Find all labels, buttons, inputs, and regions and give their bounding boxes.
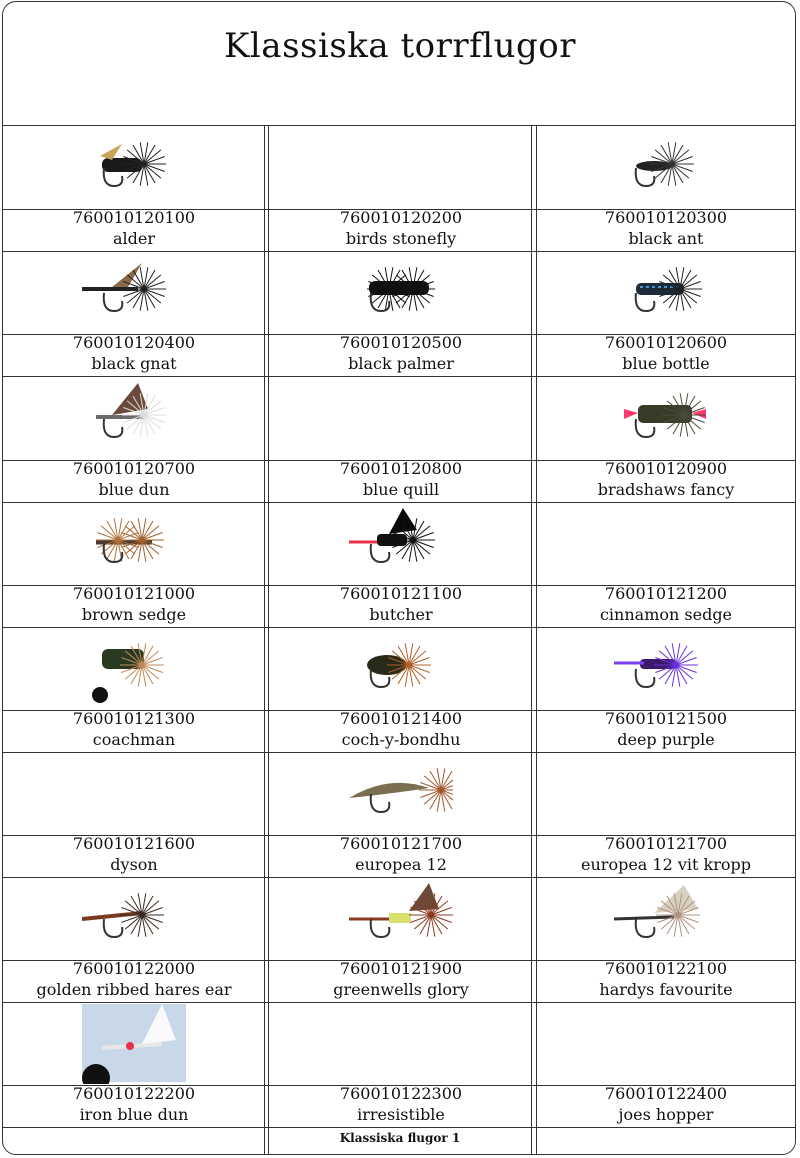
product-cell [537,377,795,502]
product-code: 760010120900 [604,459,728,478]
product-name: black ant [628,229,704,248]
product-code: 760010122100 [604,959,728,978]
product-cell [270,1002,532,1127]
product-cell [270,502,532,627]
product-code: 760010120800 [339,459,463,478]
product-code: 760010122400 [604,1084,728,1103]
product-code: 760010120200 [339,208,463,227]
product-name: europea 12 [355,855,447,874]
product-name: irresistible [357,1105,445,1124]
table-divider [3,1127,796,1128]
product-cell [270,126,532,251]
product-name: black gnat [91,354,177,373]
product-cell [3,251,265,376]
product-cell [3,377,265,502]
product-code: 760010121400 [339,709,463,728]
product-name: iron blue dun [79,1105,189,1124]
product-name: coachman [92,730,176,749]
fly-image [537,877,795,959]
product-name: dyson [110,855,158,874]
product-cell [537,126,795,251]
product-code: 760010121700 [339,834,463,853]
fly-image [537,251,795,333]
product-code: 760010121300 [72,709,196,728]
product-cell [537,502,795,627]
product-cell [3,126,265,251]
fly-image [270,502,532,584]
fly-image [270,126,532,208]
product-cell [537,251,795,376]
fly-image [537,126,795,208]
product-cell [537,752,795,877]
fly-image [270,1002,532,1084]
product-code: 760010122200 [72,1084,196,1103]
product-name: greenwells glory [333,980,469,999]
fly-image [3,877,265,959]
product-code: 760010121100 [339,584,463,603]
product-name: blue bottle [622,354,710,373]
product-code: 760010120600 [604,333,728,352]
product-cell [537,1002,795,1127]
product-name: cinnamon sedge [599,605,733,624]
product-cell [270,377,532,502]
product-code: 760010122000 [72,959,196,978]
fly-image [537,752,795,834]
product-cell [3,627,265,752]
fly-image [3,251,265,333]
product-cell [3,502,265,627]
product-name: joes hopper [618,1105,714,1124]
product-code: 760010121700 [604,834,728,853]
product-code: 760010122300 [339,1084,463,1103]
fly-image [270,251,532,333]
page-title: Klassiska torrflugor [224,26,576,66]
product-name: coch-y-bondhu [341,730,461,749]
product-cell [270,627,532,752]
product-cell [3,1002,265,1127]
product-name: blue quill [362,480,440,499]
fly-image [537,1002,795,1084]
fly-image [3,502,265,584]
product-name: bradshaws fancy [597,480,735,499]
fly-image [270,752,532,834]
product-name: blue dun [98,480,170,499]
fly-image [3,752,265,834]
product-name: deep purple [617,730,715,749]
fly-image [3,627,265,709]
product-code: 760010120100 [72,208,196,227]
fly-image [537,377,795,459]
product-code: 760010120700 [72,459,196,478]
product-cell [270,877,532,1002]
product-name: golden ribbed hares ear [36,980,232,999]
product-cell [270,752,532,877]
product-name: europea 12 vit kropp [581,855,751,874]
fly-image [3,377,265,459]
product-cell [3,877,265,1002]
product-code: 760010121000 [72,584,196,603]
product-name: hardys favourite [599,980,733,999]
product-name: brown sedge [81,605,187,624]
page-footer: Klassiska flugor 1 [339,1131,461,1145]
product-code: 760010120300 [604,208,728,227]
product-code: 760010121600 [72,834,196,853]
product-cell [3,752,265,877]
fly-image [537,502,795,584]
fly-image [270,877,532,959]
product-code: 760010121200 [604,584,728,603]
product-cell [537,627,795,752]
column-divider [268,126,269,1155]
fly-image [270,627,532,709]
product-name: alder [112,229,155,248]
product-cell [537,877,795,1002]
fly-image [3,126,265,208]
fly-image [537,627,795,709]
product-name: black palmer [348,354,454,373]
product-name: birds stonefly [345,229,457,248]
fly-image [3,1002,265,1084]
product-code: 760010121900 [339,959,463,978]
fly-image [270,377,532,459]
product-cell [270,251,532,376]
product-name: butcher [369,605,433,624]
product-code: 760010120400 [72,333,196,352]
product-code: 760010120500 [339,333,463,352]
product-code: 760010121500 [604,709,728,728]
